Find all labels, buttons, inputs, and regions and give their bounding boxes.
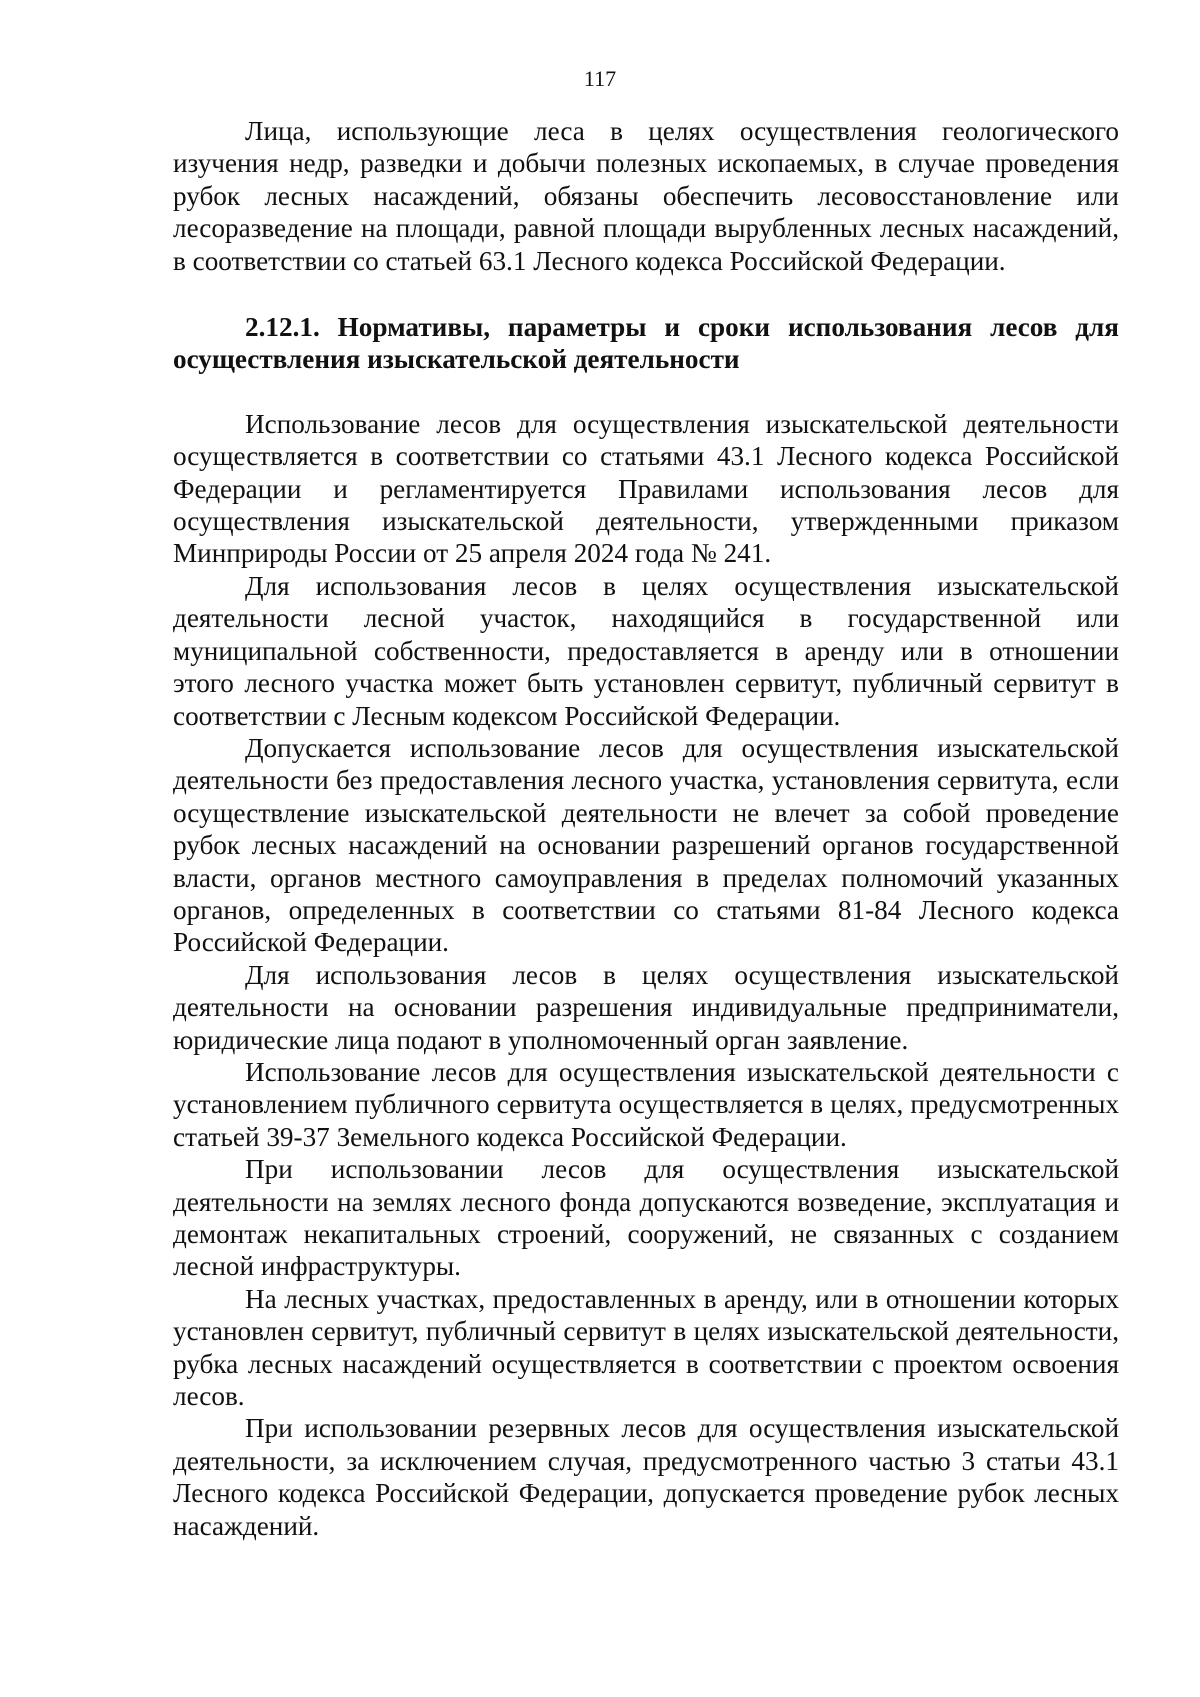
section-paragraph: На лесных участках, предоставленных в аренду, или в отношении которых установлен сервитут, публичный сервитут в целях изыскательской деятельности, рубка лесных насаждений осуществляется в соответствии с проектом освоения лесов. [173, 1283, 1119, 1412]
section-paragraph: Для использования лесов в целях осуществления изыскательской деятельности лесной участок, находящийся в государственной или муниципальной собственности, предоставляется в аренду или в отношении этого лесного участка может быть установлен сервитут, публичный сервитут в соответствии с Лесным кодексом Российской Федерации. [173, 570, 1119, 731]
section-paragraph: Для использования лесов в целях осуществления изыскательской деятельности на основании разрешения индивидуальные предприниматели, юридические лица подают в уполномоченный орган заявление. [173, 959, 1119, 1055]
section-paragraph: При использовании лесов для осуществления изыскательской деятельности на землях лесного фонда допускаются возведение, эксплуатация и демонтаж некапитальных строений, сооружений, не связанных с созданием лесной инфраструктуры. [173, 1154, 1119, 1282]
section-paragraph: При использовании резервных лесов для осуществления изыскательской деятельности, за исключением случая, предусмотренного частью 3 статьи 43.1 Лесного кодекса Российской Федерации, допускается проведение рубок лесных насаждений. [173, 1413, 1119, 1541]
intro-paragraph: Лица, использующие леса в целях осуществления геологического изучения недр, разведки и добычи полезных ископаемых, в случае проведения рубок лесных насаждений, обязаны обеспечить лесовосстановление или лесоразведение на площади, равной площади вырубленных лесных насаждений, в соответствии со статьей 63.1 Лесного кодекса Российской Федерации. [173, 116, 1119, 276]
section-heading: 2.12.1. Нормативы, параметры и сроки использования лесов для осуществления изыскательской деятельности [173, 312, 1119, 375]
section-body [173, 408, 1119, 1542]
section-paragraph: Использование лесов для осуществления изыскательской деятельности с установлением публичного сервитута осуществляется в целях, предусмотренных статьей 39-37 Земельного кодекса Российской Федерации. [173, 1056, 1119, 1152]
section-paragraph: Допускается использование лесов для осуществления изыскательской деятельности без предоставления лесного участка, установления сервитута, если осуществление изыскательской деятельности не влечет за собой проведение рубок лесных насаждений на основании разрешений органов государственной власти, органов местного самоуправления в пределах полномочий указанных органов, определенных в соответствии со статьями 81-84 Лесного кодекса Российской Федерации. [173, 732, 1119, 958]
document-body [173, 115, 1119, 1542]
page-number: 117 [583, 66, 617, 91]
section-paragraph: Использование лесов для осуществления изыскательской деятельности осуществляется в соответствии со статьями 43.1 Лесного кодекса Российской Федерации и регламентируется Правилами использования лесов для осуществления изыскательской деятельности, утвержденными приказом Минприроды России от 25 апреля 2024 года № 241. [173, 408, 1119, 569]
